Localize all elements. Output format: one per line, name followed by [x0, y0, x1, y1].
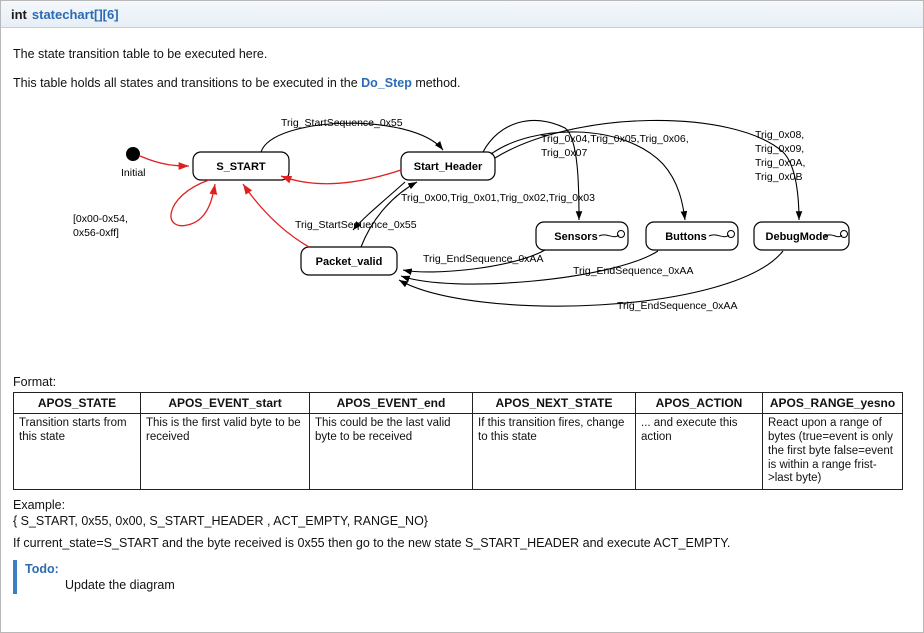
state-label-debugmode: DebugMode [765, 230, 829, 243]
table-row [14, 414, 903, 490]
label-trig-start-seq-mid: Trig_StartSequence_0x55 [295, 218, 417, 231]
col-apos-range-yesno: APOS_RANGE_yesno [763, 392, 903, 413]
titlebar [1, 1, 923, 28]
label-trig-0x09: Trig_0x09, [755, 142, 805, 155]
cell-next-state-desc: If this transition fires, change to this state [473, 414, 636, 490]
intro-paragraph: The state transition table to be executed here. [13, 47, 268, 61]
do-step-link[interactable]: Do_Step [361, 75, 412, 90]
cell-event-end-desc: This could be the last valid byte to be received [310, 414, 473, 490]
example-code: { S_START, 0x55, 0x00, S_START_HEADER , ACT_EMPTY, RANGE_NO} [13, 514, 428, 529]
label-range-line1: [0x00-0x54, [73, 212, 128, 225]
state-sensors [536, 222, 628, 250]
state-buttons [646, 222, 738, 250]
edge-packetvalid-to-sstart [243, 184, 309, 247]
col-apos-next-state: APOS_NEXT_STATE [473, 392, 636, 413]
state-label-buttons: Buttons [665, 230, 707, 243]
todo-title: Todo: [25, 562, 59, 577]
state-label-start-header: Start_Header [413, 160, 483, 173]
col-apos-action: APOS_ACTION [636, 392, 763, 413]
label-trig-end-3: Trig_EndSequence_0xAA [617, 299, 738, 312]
todo-text: Update the diagram [65, 578, 175, 593]
initial-label: Initial [121, 166, 146, 179]
cell-action-desc: ... and execute this action [636, 414, 763, 490]
label-trig-0x08: Trig_0x08, [755, 128, 805, 141]
edge-initial-to-sstart [140, 156, 189, 166]
todo-block [13, 560, 911, 594]
col-apos-event-end: APOS_EVENT_end [310, 392, 473, 413]
table-header-row [14, 392, 903, 413]
holds-prefix: This table holds all states and transitions to be executed in the [13, 75, 362, 90]
edge-sstart-self-loop [171, 180, 215, 226]
col-apos-state: APOS_STATE [14, 392, 141, 413]
example-explanation: If current_state=S_START and the byte received is 0x55 then go to the new state S_START_HEADER and execute ACT_EMPTY. [13, 536, 731, 551]
label-trig-0x00-03: Trig_0x00,Trig_0x01,Trig_0x02,Trig_0x03 [401, 191, 595, 204]
state-s-start [193, 152, 289, 180]
state-label-s-start: S_START [216, 160, 266, 173]
label-range-line2: 0x56-0xff] [73, 226, 119, 239]
state-packet-valid [301, 247, 397, 275]
label-trig-end-2: Trig_EndSequence_0xAA [573, 264, 694, 277]
cell-state-desc: Transition starts from this state [14, 414, 141, 490]
state-start-header [401, 152, 495, 180]
edge-startheader-to-sstart [281, 170, 401, 184]
format-label: Format: [13, 374, 57, 389]
cell-event-start-desc: This is the first valid byte to be received [141, 414, 310, 490]
statechart-svg [13, 104, 913, 369]
holds-paragraph [13, 75, 911, 92]
state-label-packet-valid: Packet_valid [315, 255, 383, 268]
statechart-diagram [13, 104, 913, 369]
example-label: Example: [13, 498, 66, 513]
label-trig-end-1: Trig_EndSequence_0xAA [423, 252, 544, 265]
cell-range-desc: React upon a range of bytes (true=event is only the first byte false=event is within a range frist->last byte) [763, 414, 903, 490]
initial-node [126, 147, 140, 161]
format-table [13, 392, 903, 490]
state-debugmode [754, 222, 849, 250]
holds-suffix: method. [411, 75, 461, 90]
declaration-symbol: statechart[][6] [31, 6, 119, 22]
label-trig-0x0b: Trig_0x0B [755, 170, 803, 183]
declaration-type: int [11, 6, 27, 22]
label-trig-0x04-06: Trig_0x04,Trig_0x05,Trig_0x06, [541, 132, 689, 145]
col-apos-event-start: APOS_EVENT_start [141, 392, 310, 413]
label-trig-0x07: Trig_0x07 [541, 146, 588, 159]
label-trig-start-seq-top: Trig_StartSequence_0x55 [281, 116, 403, 129]
label-trig-0x0a: Trig_0x0A, [755, 156, 806, 169]
content-area [1, 28, 923, 594]
state-label-sensors: Sensors [554, 230, 598, 243]
